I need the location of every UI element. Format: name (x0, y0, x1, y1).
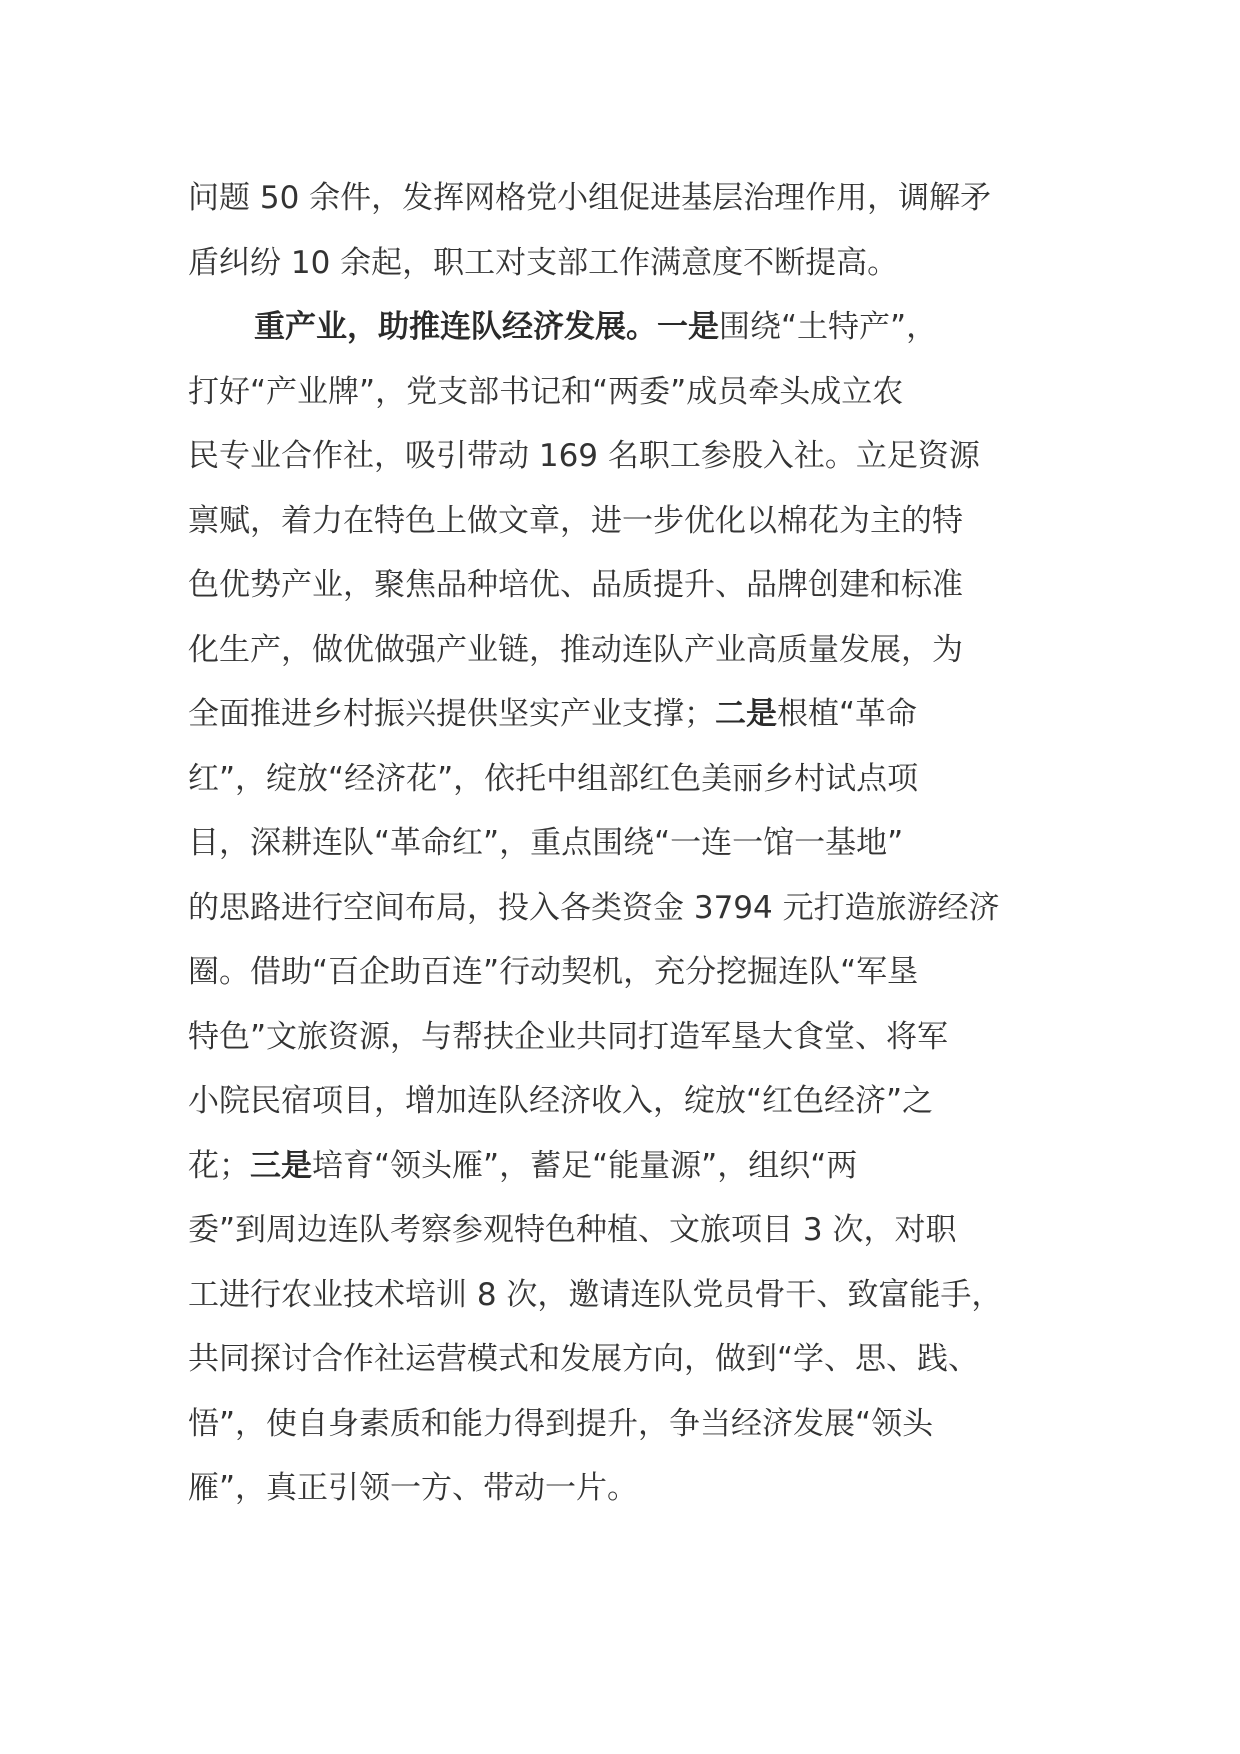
text-line: 雁”，真正引领一方、带动一片。 (188, 1470, 639, 1506)
text-line: 委”到周边连队考察参观特色种植、文旅项目 3 次，对职 (188, 1212, 957, 1248)
text-line: 盾纠纷 10 余起，职工对支部工作满意度不断提高。 (188, 244, 899, 281)
text-line: 圈。借助“百企助百连”行动契机，充分挖掘连队“军垦 (188, 954, 919, 990)
point-lead-2: 二是 (715, 696, 777, 732)
section-heading: 重产业，助推连队经济发展。 (254, 309, 657, 345)
text-line: 红”，绽放“经济花”，依托中组部红色美丽乡村试点项 (188, 760, 919, 797)
text-line (188, 682, 1068, 747)
text-line: 打好“产业牌”，党支部书记和“两委”成员牵头成立农 (188, 373, 904, 410)
text-line: 化生产，做优做强产业链，推动连队产业高质量发展，为 (188, 631, 963, 668)
text-line: 禀赋，着力在特色上做文章，进一步优化以棉花为主的特 (188, 502, 963, 539)
text-line: 的思路进行空间布局，投入各类资金 3794 元打造旅游经济 (188, 889, 1000, 926)
text-line (188, 1134, 1068, 1199)
text-segment: 培育“领头雁”，蓄足“能量源”，组织“两 (312, 1147, 858, 1184)
document-body (188, 166, 1068, 1521)
text-line: 小院民宿项目，增加连队经济收入，绽放“红色经济”之 (188, 1083, 934, 1119)
text-segment: 全面推进乡村振兴提供坚实产业支撑； (188, 696, 715, 732)
text-line: 目，深耕连队“革命红”，重点围绕“一连一馆一基地” (188, 825, 904, 861)
text-segment: 围绕“土特产”， (719, 309, 938, 345)
text-line: 特色”文旅资源，与帮扶企业共同打造军垦大食堂、将军 (188, 1018, 949, 1055)
text-segment: 根植“革命 (777, 696, 918, 732)
text-line: 悟”，使自身素质和能力得到提升，争当经济发展“领头 (188, 1405, 934, 1442)
text-line: 共同探讨合作社运营模式和发展方向，做到“学、思、践、 (188, 1341, 980, 1377)
text-line: 问题 50 余件，发挥网格党小组促进基层治理作用，调解矛 (188, 180, 992, 216)
point-lead-1: 一是 (657, 309, 719, 345)
paragraph-heading-line (188, 295, 1068, 360)
text-line: 色优势产业，聚焦品种培优、品质提升、品牌创建和标准 (188, 567, 963, 603)
text-line: 工进行农业技术培训 8 次，邀请连队党员骨干、致富能手， (188, 1276, 1003, 1313)
text-line: 民专业合作社，吸引带动 169 名职工参股入社。立足资源 (188, 438, 980, 474)
point-lead-3: 三是 (250, 1147, 312, 1184)
text-segment: 花； (188, 1147, 250, 1184)
